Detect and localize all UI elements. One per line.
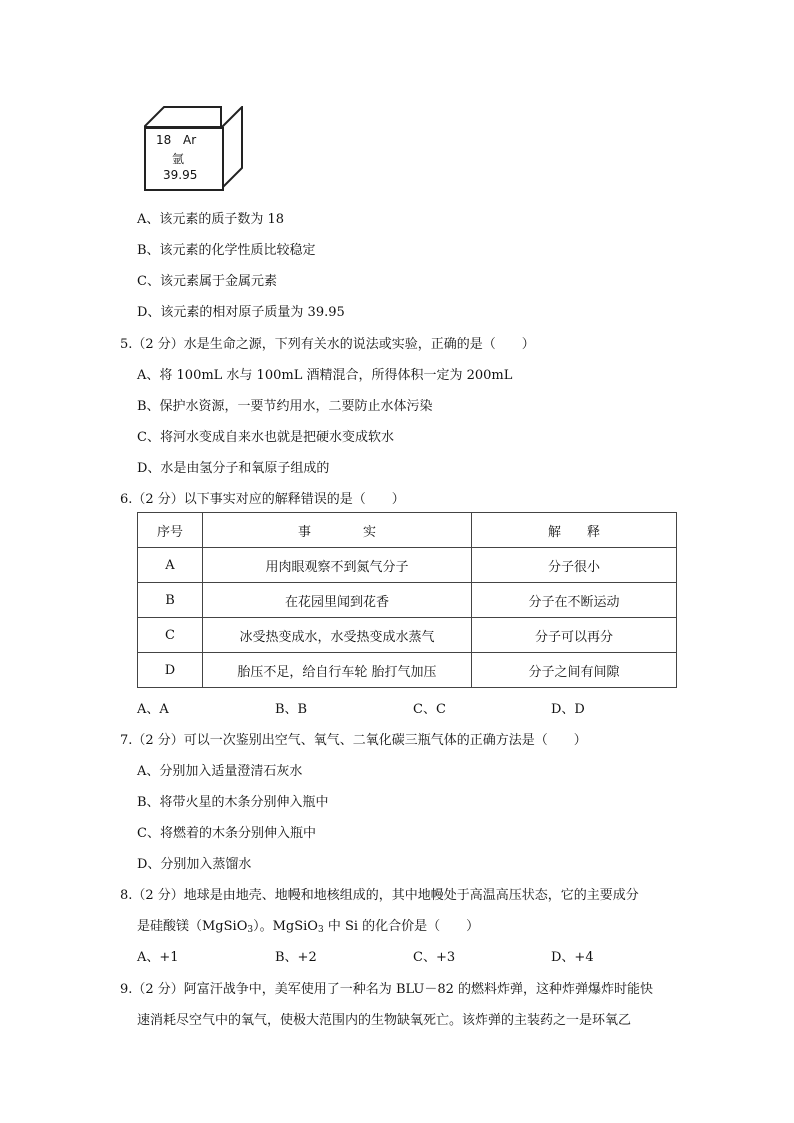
q5-option-c: C、将河水变成自来水也就是把硬水变成软水: [137, 430, 394, 445]
table-row: [138, 583, 677, 618]
q7-option-b: B、将带火星的木条分别伸入瓶中: [137, 795, 329, 810]
element-symbol: Ar: [183, 133, 197, 147]
atomic-number: 18: [156, 133, 172, 147]
q7-option-d: D、分别加入蒸馏水: [137, 857, 252, 872]
table-cell: 胎压不足，给自行车轮 胎打气加压: [203, 653, 472, 688]
q7-stem: 7.（2 分）可以一次鉴别出空气、氧气、二氧化碳三瓶气体的正确方法是（ ）: [120, 733, 587, 748]
table-cell: 分子很小: [472, 548, 677, 583]
q8-choice-a: A、+1: [137, 950, 179, 965]
q8-line-2-text-b: ）。MgSiO: [253, 919, 318, 934]
q8-choice-b: B、+2: [275, 950, 317, 965]
q4-option-b: B、该元素的化学性质比较稳定: [137, 243, 316, 258]
q9-line-2: 速消耗尽空气中的氧气，使极大范围内的生物缺氧死亡。该炸弹的主装药之一是环氧乙: [137, 1013, 632, 1028]
table-row: [138, 618, 677, 653]
q4-option-d: D、该元素的相对原子质量为 39.95: [137, 305, 345, 320]
q8-choice-d: D、+4: [551, 950, 594, 965]
header-cell: 序号: [138, 513, 203, 548]
table-cell: 分子可以再分: [472, 618, 677, 653]
q5-option-b: B、保护水资源，一要节约用水，二要防止水体污染: [137, 399, 433, 414]
q5-stem: 5.（2 分）水是生命之源，下列有关水的说法或实验，正确的是（ ）: [120, 337, 535, 352]
table-cell: 分子之间有间隙: [472, 653, 677, 688]
q6-stem: 6.（2 分）以下事实对应的解释错误的是（ ）: [120, 492, 405, 507]
q5-option-a: A、将 100mL 水与 100mL 酒精混合，所得体积一定为 200mL: [137, 368, 513, 383]
table-cell: 冰受热变成水，水受热变成水蒸气: [203, 618, 472, 653]
header-cell: 事 实: [203, 513, 472, 548]
table-cell: 分子在不断运动: [472, 583, 677, 618]
q6-choice-a: A、A: [137, 702, 169, 717]
q7-option-a: A、分别加入适量澄清石灰水: [137, 764, 303, 779]
q8-line-2: [137, 915, 479, 935]
q6-choice-c: C、C: [413, 702, 446, 717]
table-cell: 在花园里闻到花香: [203, 583, 472, 618]
q8-line-2-text-a: 是硅酸镁（MgSiO: [137, 919, 248, 934]
table-cell: C: [138, 618, 203, 653]
table-cell: A: [138, 548, 203, 583]
q8-line-1: 8.（2 分）地球是由地壳、地幔和地核组成的，其中地幔处于高温高压状态，它的主要成分: [120, 888, 639, 903]
header-cell: 解 释: [472, 513, 677, 548]
q7-option-c: C、将燃着的木条分别伸入瓶中: [137, 826, 316, 841]
table-cell: B: [138, 583, 203, 618]
q4-option-a: A、该元素的质子数为 18: [137, 212, 285, 227]
q9-line-1: 9.（2 分）阿富汗战争中，美军使用了一种名为 BLU－82 的燃料炸弹，这种炸弹爆炸时能快: [120, 982, 654, 997]
atomic-mass: 39.95: [163, 168, 198, 182]
q4-option-c: C、该元素属于金属元素: [137, 274, 277, 289]
table-cell: D: [138, 653, 203, 688]
table-cell: 用肉眼观察不到氮气分子: [203, 548, 472, 583]
q6-choice-d: D、D: [551, 702, 585, 717]
subscript: 3: [317, 925, 324, 935]
card-top-face: [144, 106, 222, 128]
q6-choice-b: B、B: [275, 702, 308, 717]
card-side-face: [221, 106, 243, 189]
q6-table: [137, 512, 677, 688]
subscript: 3: [247, 925, 254, 935]
table-header-row: [138, 513, 677, 548]
q5-option-d: D、水是由氢分子和氧原子组成的: [137, 461, 330, 476]
element-name: 氩: [172, 152, 185, 166]
table-row: [138, 548, 677, 583]
table-row: [138, 653, 677, 688]
q8-choice-c: C、+3: [413, 950, 456, 965]
q8-line-2-text-c: 中 Si 的化合价是（ ）: [323, 919, 480, 934]
